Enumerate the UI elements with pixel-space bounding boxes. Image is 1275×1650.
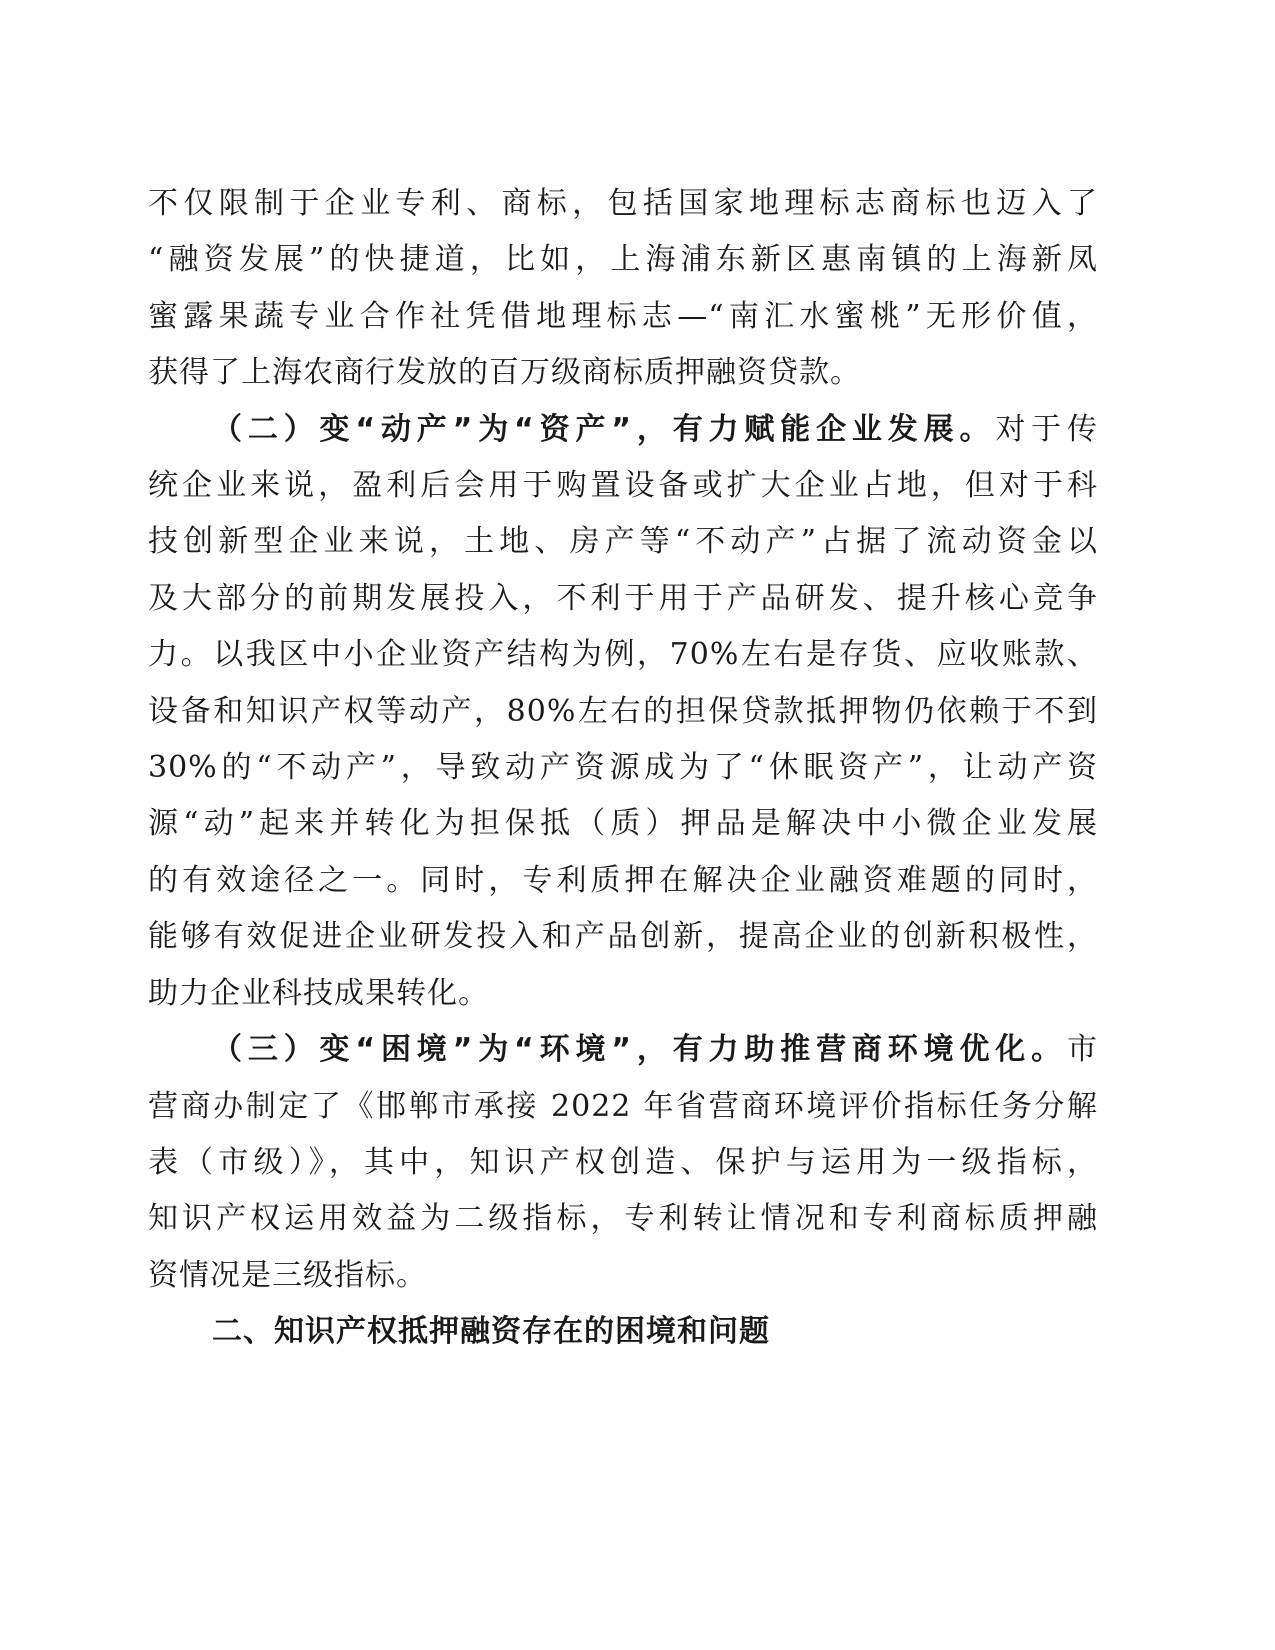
paragraph-1 — [148, 176, 1098, 402]
text-line: 的有效途径之一。同时，专利质押在解决企业融资难题的同时， — [148, 862, 1098, 898]
text-line: 设备和知识产权等动产，80%左右的担保贷款抵押物仍依赖于不到 — [148, 693, 1098, 729]
section-heading: 二、知识产权抵押融资存在的困境和问题 — [212, 1314, 770, 1350]
text-line: 助力企业科技成果转化。 — [148, 975, 489, 1011]
text-line: 不仅限制于企业专利、商标，包括国家地理标志商标也迈入了 — [148, 186, 1098, 221]
text-line: 知识产权运用效益为二级指标，专利转让情况和专利商标质押融 — [148, 1201, 1098, 1237]
text-line: 营商办制定了《邯郸市承接 2022 年省营商环境评价指标任务分解 — [148, 1088, 1098, 1124]
text-line: 力。以我区中小企业资产结构为例，70%左右是存货、应收账款、 — [148, 637, 1098, 673]
text-line: 资情况是三级指标。 — [148, 1257, 427, 1293]
paragraph-2 — [148, 402, 1098, 1022]
text-line: 及大部分的前期发展投入，不利于用于产品研发、提升核心竞争 — [148, 580, 1098, 616]
text-line: 获得了上海农商行发放的百万级商标质押融资贷款。 — [148, 355, 861, 391]
text-line: “融资发展”的快捷道，比如，上海浦东新区惠南镇的上海新凤 — [148, 242, 1098, 278]
section-lead-3: （三）变“困境”为“环境”，有力助推营商环境优化。 — [212, 1032, 1067, 1068]
text-fragment: 对于传 — [995, 411, 1099, 447]
text-fragment: 市 — [1067, 1032, 1098, 1068]
text-line: 表（市级）》，其中，知识产权创造、保护与运用为一级指标， — [148, 1144, 1098, 1180]
text-line: 统企业来说，盈利后会用于购置设备或扩大企业占地，但对于科 — [148, 468, 1098, 504]
document-page — [148, 176, 1098, 1361]
text-line — [148, 1022, 1098, 1078]
text-line — [148, 402, 1098, 458]
paragraph-3 — [148, 1022, 1098, 1304]
text-line: 30%的“不动产”，导致动产资源成为了“休眠资产”，让动产资 — [148, 750, 1098, 786]
section-lead-2: （二）变“动产”为“资产”，有力赋能企业发展。 — [212, 411, 996, 447]
text-line: 蜜露果蔬专业合作社凭借地理标志—“南汇水蜜桃”无形价值， — [148, 298, 1098, 334]
text-line: 技创新型企业来说，土地、房产等“不动产”占据了流动资金以 — [148, 524, 1098, 560]
text-line: 源“动”起来并转化为担保抵（质）押品是解决中小微企业发展 — [148, 806, 1098, 842]
text-line: 能够有效促进企业研发投入和产品创新，提高企业的创新积极性， — [148, 919, 1098, 955]
